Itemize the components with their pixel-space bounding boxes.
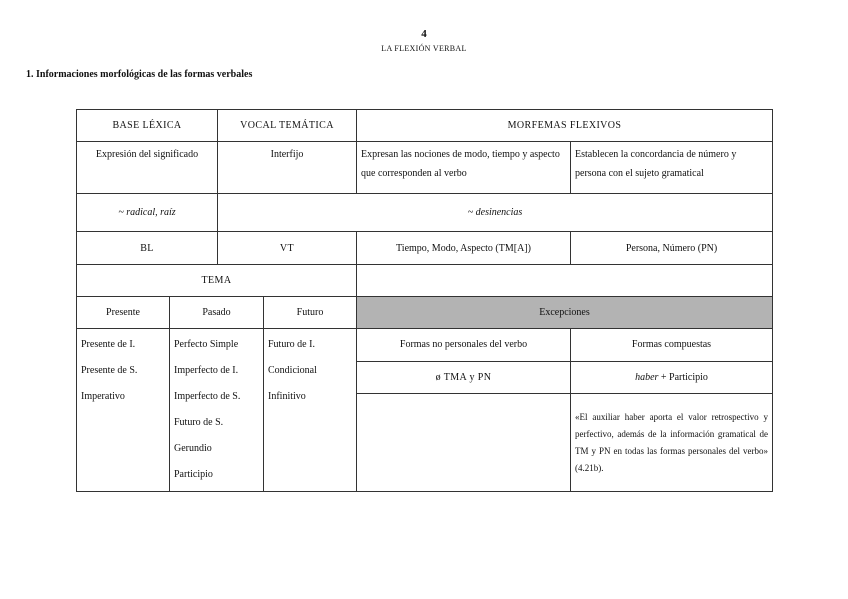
list-item: Futuro de I.: [268, 339, 315, 350]
pasado-list: [170, 329, 264, 492]
expresion-cell: Expresión del significado: [77, 142, 218, 194]
futuro-header: Futuro: [264, 297, 357, 329]
sin-tma-pn-cell: ø TMA y PN: [357, 361, 571, 394]
table-row: [77, 194, 773, 232]
list-item: Presente de I.: [81, 339, 136, 350]
participio-text: + Participio: [658, 371, 708, 383]
compuestas-cell: Formas compuestas: [571, 329, 773, 362]
tma-cell: Tiempo, Modo, Aspecto (TM[A]): [357, 232, 571, 265]
no-personales-cell: Formas no personales del verbo: [357, 329, 571, 362]
excepciones-header: Excepciones: [357, 297, 773, 329]
desinencias-cell: ~ desinencias: [218, 194, 773, 232]
vocal-tematica-header: VOCAL TEMÁTICA: [218, 110, 357, 142]
empty-cell: [357, 265, 773, 297]
list-item: Imperfecto de I.: [174, 365, 239, 376]
list-item: Imperativo: [81, 391, 125, 402]
modo-tiempo-cell: Expresan las nociones de modo, tiempo y aspecto que corresponden al verbo: [357, 142, 571, 194]
list-item: Imperfecto de S.: [174, 391, 241, 402]
haber-word: haber: [635, 371, 659, 383]
interfijo-cell: Interfijo: [218, 142, 357, 194]
presente-list: [77, 329, 170, 492]
list-item: Perfecto Simple: [174, 339, 239, 350]
radical-cell: ~ radical, raíz: [77, 194, 218, 232]
pn-cell: Persona, Número (PN): [571, 232, 773, 265]
futuro-list: [264, 329, 357, 492]
list-item: Infinitivo: [268, 391, 306, 402]
chapter-title: LA FLEXIÓN VERBAL: [381, 44, 467, 53]
tema-cell: TEMA: [77, 265, 357, 297]
page-number: 4: [421, 28, 427, 40]
table-row: [77, 297, 773, 329]
bl-cell: BL: [77, 232, 218, 265]
list-item: Participio: [174, 469, 213, 480]
base-lexica-header: BASE LÉXICA: [77, 110, 218, 142]
list-item: Futuro de S.: [174, 417, 224, 428]
pasado-header: Pasado: [170, 297, 264, 329]
morphology-table: [76, 109, 773, 492]
section-title: 1. Informaciones morfológicas de las formas verbales: [26, 69, 253, 80]
table-row: [77, 110, 773, 142]
table-row: [77, 265, 773, 297]
list-item: Gerundio: [174, 443, 212, 454]
empty-cell: [357, 394, 571, 492]
table-row: [77, 329, 773, 362]
list-item: Condicional: [268, 365, 317, 376]
table-row: [77, 142, 773, 194]
haber-participio-cell: [571, 361, 773, 394]
list-item: Presente de S.: [81, 365, 138, 376]
morfemas-flexivos-header: MORFEMAS FLEXIVOS: [357, 110, 773, 142]
auxiliar-quote: «El auxiliar haber aporta el valor retrospectivo y perfectivo, además de la información gramatical de TM y PN en todas las formas personales del verbo» (4.21b).: [571, 394, 773, 492]
concordancia-cell: Establecen la concordancia de número y persona con el sujeto gramatical: [571, 142, 773, 194]
vt-cell: VT: [218, 232, 357, 265]
table-row: [77, 232, 773, 265]
presente-header: Presente: [77, 297, 170, 329]
